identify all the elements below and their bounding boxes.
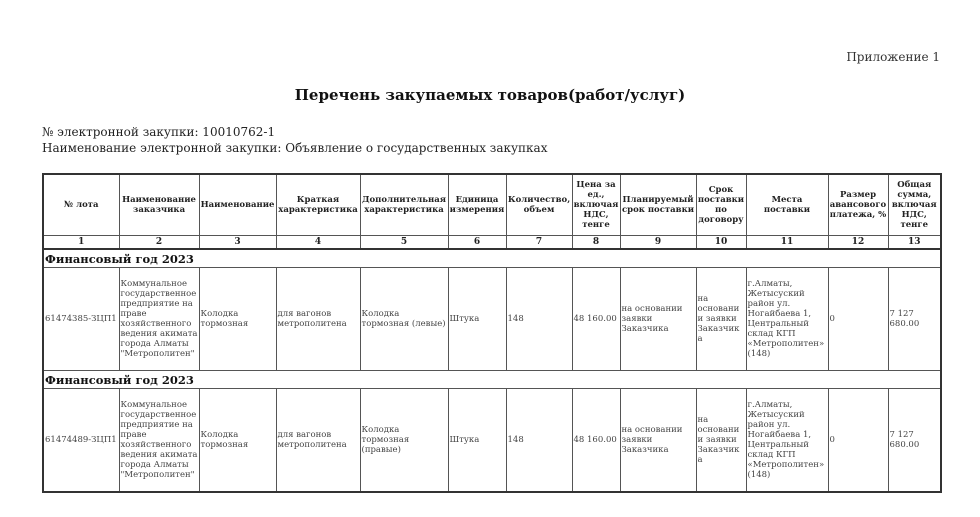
procurement-info xyxy=(42,124,547,156)
column-number: 5 xyxy=(360,236,448,250)
column-number: 13 xyxy=(888,236,941,250)
financial-year-label: Финансовый год 2023 xyxy=(43,249,941,268)
financial-year-row xyxy=(43,249,941,268)
document-title: Перечень закупаемых товаров(работ/услуг) xyxy=(294,86,686,104)
extra-spec: Колодка тормозная (правые) xyxy=(360,389,448,493)
advance-payment: 0 xyxy=(828,389,888,493)
column-number: 8 xyxy=(572,236,620,250)
column-number: 9 xyxy=(620,236,696,250)
header-delivery-place: Места поставки xyxy=(746,174,828,236)
unit: Штука xyxy=(448,268,506,371)
header-total: Общая сумма, включая НДС, тенге xyxy=(888,174,941,236)
short-spec: для вагонов метрополитена xyxy=(276,389,360,493)
header-unit: Единица измерения xyxy=(448,174,506,236)
column-number: 2 xyxy=(119,236,199,250)
header-quantity: Количество, объем xyxy=(506,174,572,236)
contract-delivery: на основании заявки Заказчика xyxy=(696,389,746,493)
item-name: Колодка тормозная xyxy=(199,389,276,493)
appendix-label: Приложение 1 xyxy=(846,50,940,64)
column-number: 12 xyxy=(828,236,888,250)
procurement-number: № электронной закупки: 10010762-1 xyxy=(42,125,276,139)
table-row xyxy=(43,389,941,493)
procurement-name: Наименование электронной закупки: Объявление о государственных закупках xyxy=(42,141,548,155)
advance-payment: 0 xyxy=(828,268,888,371)
header-advance: Размер авансового платежа, % xyxy=(828,174,888,236)
lot-number: 61474385-ЗЦП1 xyxy=(43,268,119,371)
total-amount: 7 127 680.00 xyxy=(888,268,941,371)
contract-delivery: на основании заявки Заказчика xyxy=(696,268,746,371)
header-customer: Наименование заказчика xyxy=(119,174,199,236)
item-name: Колодка тормозная xyxy=(199,268,276,371)
header-lot-number: № лота xyxy=(43,174,119,236)
column-number: 4 xyxy=(276,236,360,250)
column-number: 1 xyxy=(43,236,119,250)
quantity: 148 xyxy=(506,268,572,371)
column-number: 11 xyxy=(746,236,828,250)
extra-spec: Колодка тормозная (левые) xyxy=(360,268,448,371)
lot-number: 61474489-ЗЦП1 xyxy=(43,389,119,493)
customer-name: Коммунальное государственное предприятие на праве хозяйственного ведения акимата города Алматы "Метрополитен" xyxy=(119,389,199,493)
table-row xyxy=(43,268,941,371)
unit-price: 48 160.00 xyxy=(572,268,620,371)
column-number: 7 xyxy=(506,236,572,250)
customer-name: Коммунальное государственное предприятие на праве хозяйственного ведения акимата города Алматы "Метрополитен" xyxy=(119,268,199,371)
short-spec: для вагонов метрополитена xyxy=(276,268,360,371)
header-unit-price: Цена за ед., включая НДС, тенге xyxy=(572,174,620,236)
quantity: 148 xyxy=(506,389,572,493)
lots-table xyxy=(42,173,942,493)
financial-year-row xyxy=(43,371,941,389)
column-number: 3 xyxy=(199,236,276,250)
header-planned-delivery: Планируемый срок поставки xyxy=(620,174,696,236)
header-name: Наименование xyxy=(199,174,276,236)
header-contract-delivery: Срок поставки по договору xyxy=(696,174,746,236)
column-number-row xyxy=(43,236,941,250)
column-number: 10 xyxy=(696,236,746,250)
financial-year-label: Финансовый год 2023 xyxy=(43,371,941,389)
planned-delivery: на основании заявки Заказчика xyxy=(620,389,696,493)
header-short-spec: Краткая характеристика xyxy=(276,174,360,236)
unit: Штука xyxy=(448,389,506,493)
column-number: 6 xyxy=(448,236,506,250)
header-extra-spec: Дополнительная характеристика xyxy=(360,174,448,236)
delivery-place: г.Алматы, Жетысуский район ул. Ногайбаева 1, Центральный склад КГП «Метрополитен» (148) xyxy=(746,389,828,493)
total-amount: 7 127 680.00 xyxy=(888,389,941,493)
header-row xyxy=(43,174,941,236)
planned-delivery: на основании заявки Заказчика xyxy=(620,268,696,371)
delivery-place: г.Алматы, Жетысуский район ул. Ногайбаева 1, Центральный склад КГП «Метрополитен» (148) xyxy=(746,268,828,371)
unit-price: 48 160.00 xyxy=(572,389,620,493)
